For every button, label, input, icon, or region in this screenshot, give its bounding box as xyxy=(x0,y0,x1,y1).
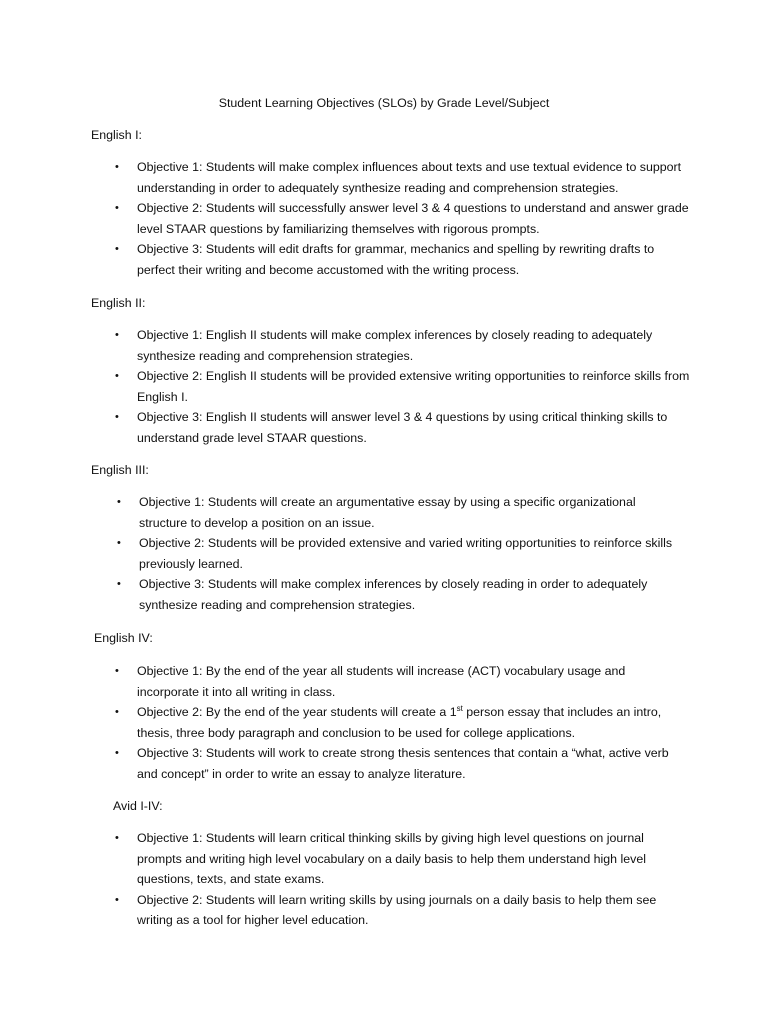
bullet-icon: • xyxy=(115,832,119,844)
objective-text: Objective 2: Students will successfully answer level 3 & 4 questions to understand and answer grade level STAAR questions by familiarizing themselves with rigorous prompts. xyxy=(137,201,689,236)
list-item xyxy=(115,702,690,743)
objective-text: Objective 3: Students will make complex inferences by closely reading in order to adequately synthesize reading and comprehension strategies. xyxy=(139,577,648,612)
section-heading-english-2: English II: xyxy=(91,296,146,310)
bullet-icon: • xyxy=(117,537,121,549)
bullet-icon: • xyxy=(115,243,119,255)
objective-text: Objective 1: Students will learn critical thinking skills by giving high level questions on journal prompts and writing high level vocabulary on a daily basis to help them understand high level questions, texts, and state exams. xyxy=(137,831,647,886)
bullet-icon: • xyxy=(117,496,121,508)
section-heading-english-1: English I: xyxy=(91,128,142,142)
list-item xyxy=(117,492,677,533)
ordinal-superscript: st xyxy=(456,703,463,713)
list-item xyxy=(115,407,695,448)
list-item xyxy=(115,198,695,239)
bullet-icon: • xyxy=(115,747,119,759)
section-heading-english-4: English IV: xyxy=(94,631,153,645)
bullet-icon: • xyxy=(115,665,119,677)
objective-text: Objective 2: Students will learn writing skills by using journals on a daily basis to help them see writing as a tool for higher level education. xyxy=(137,892,657,927)
objective-list-english-4 xyxy=(115,661,690,784)
objective-text: Objective 2: By the end of the year students will create a 1st person essay that includes an intro, thesis, three body paragraph and conclusion to be used for college applications. xyxy=(137,703,662,740)
section-heading-avid: Avid I-IV: xyxy=(113,799,163,813)
section-heading-english-3: English III: xyxy=(91,463,149,477)
objective-text: Objective 1: Students will make complex influences about texts and use textual evidence to support understanding in order to adequately synthesize reading and comprehension strategies. xyxy=(137,160,682,195)
objective-text: Objective 1: By the end of the year all students will increase (ACT) vocabulary usage and incorporate it into all writing in class. xyxy=(137,664,626,699)
objective-text: Objective 1: English II students will make complex inferences by closely reading to adequately synthesize reading and comprehension strategies. xyxy=(137,328,653,363)
list-item xyxy=(115,661,690,702)
bullet-icon: • xyxy=(115,161,119,173)
bullet-icon: • xyxy=(115,329,119,341)
list-item xyxy=(115,890,675,931)
bullet-icon: • xyxy=(115,370,119,382)
list-item xyxy=(115,366,695,407)
objective-list-english-3 xyxy=(117,492,677,615)
list-item xyxy=(117,574,677,615)
bullet-icon: • xyxy=(115,893,119,906)
list-item xyxy=(115,325,695,366)
bullet-icon: • xyxy=(115,706,119,718)
bullet-icon: • xyxy=(117,578,121,590)
list-item xyxy=(115,743,690,784)
objective-text: Objective 2: Students will be provided extensive and varied writing opportunities to reinforce skills previously learned. xyxy=(139,536,673,571)
objective-text: Objective 3: Students will edit drafts for grammar, mechanics and spelling by rewriting drafts to perfect their writing and become accustomed with the writing process. xyxy=(137,242,655,277)
objective-list-english-1 xyxy=(115,157,695,280)
objective-text: Objective 3: Students will work to create strong thesis sentences that contain a “what, active verb and concept” in order to write an essay to analyze literature. xyxy=(137,746,669,781)
objective-text: Objective 3: English II students will answer level 3 & 4 questions by using critical thinking skills to understand grade level STAAR questions. xyxy=(137,410,668,445)
bullet-icon: • xyxy=(115,202,119,214)
objective-text: Objective 2: English II students will be provided extensive writing opportunities to reinforce skills from English I. xyxy=(137,369,690,404)
list-item xyxy=(115,828,675,890)
page-title: Student Learning Objectives (SLOs) by Grade Level/Subject xyxy=(218,96,550,110)
bullet-icon: • xyxy=(115,411,119,423)
objective-list-english-2 xyxy=(115,325,695,448)
list-item xyxy=(115,239,695,280)
objective-list-avid xyxy=(115,828,675,931)
list-item xyxy=(115,157,695,198)
list-item xyxy=(117,533,677,574)
objective-text: Objective 1: Students will create an argumentative essay by using a specific organizational structure to develop a position on an issue. xyxy=(139,495,636,530)
